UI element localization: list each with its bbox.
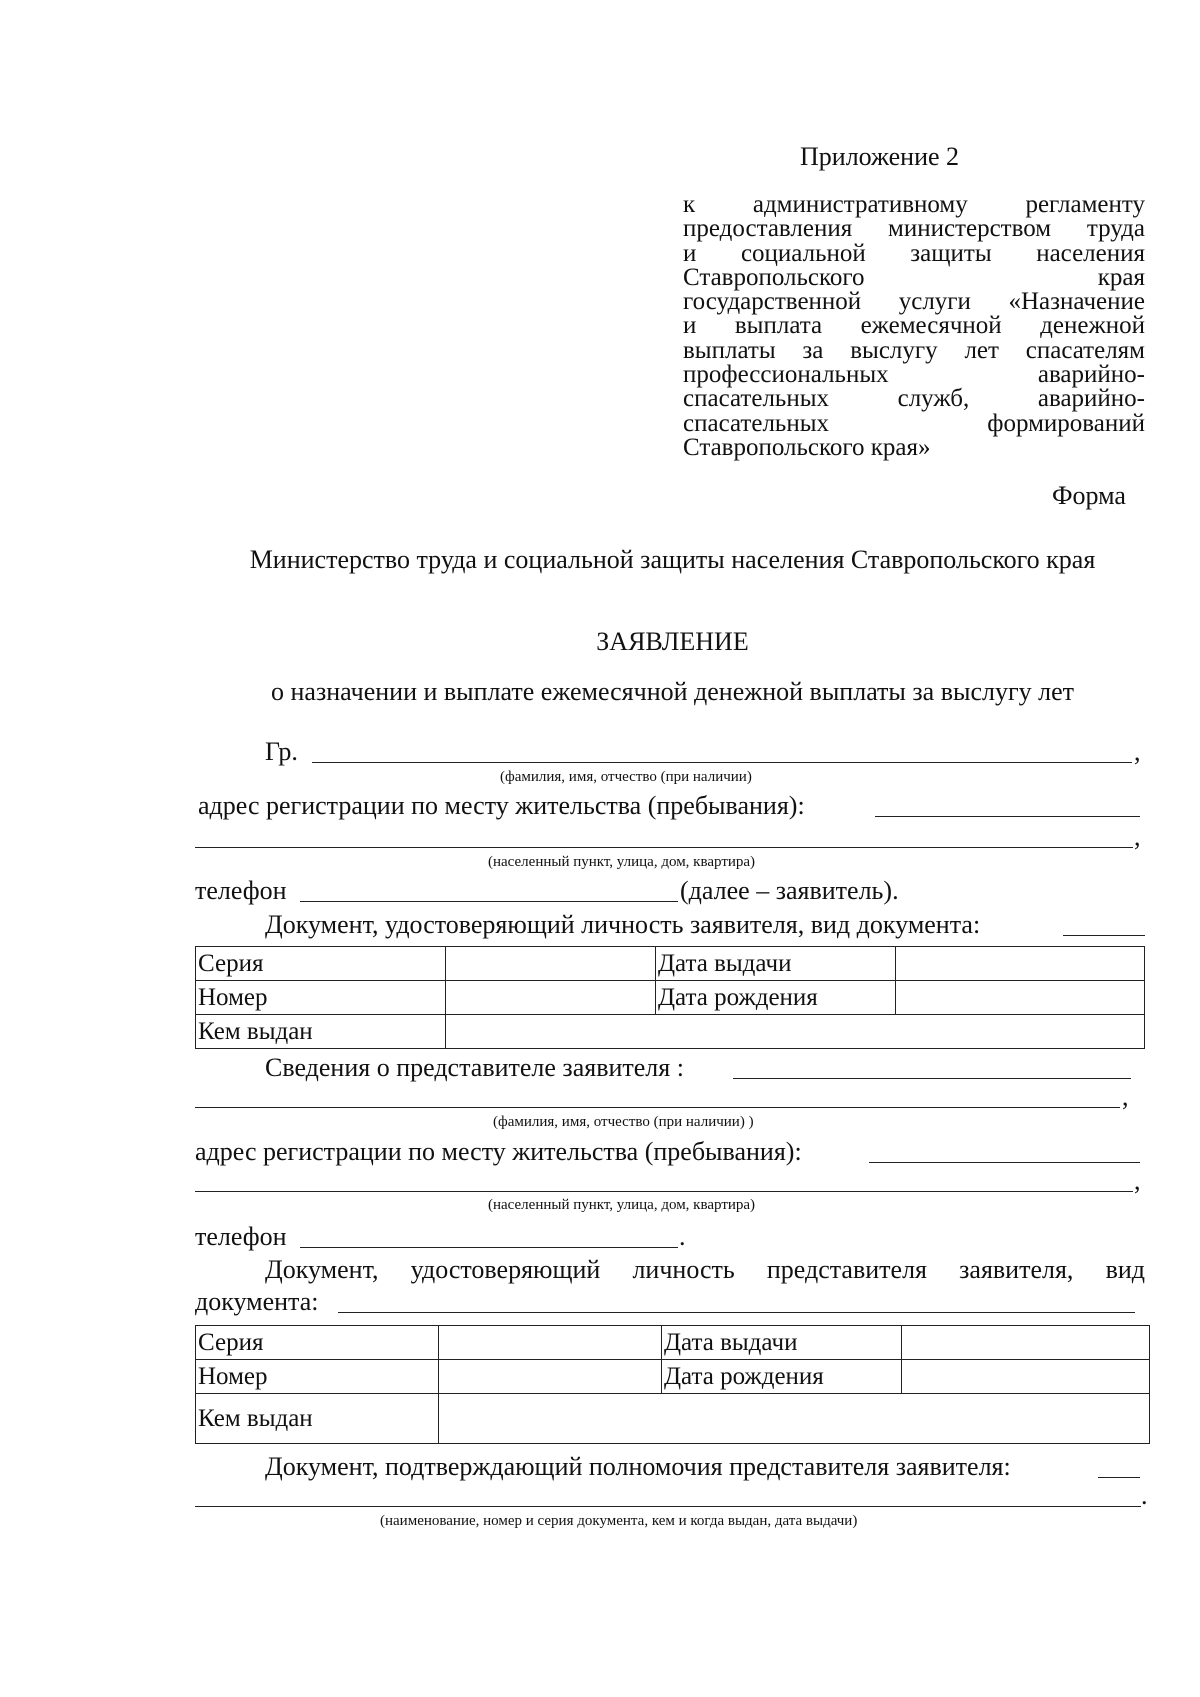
label-birth-date: Дата рождения (656, 981, 896, 1015)
appendix-title: Приложение 2 (800, 142, 960, 171)
representative-id-doc-field[interactable] (338, 1312, 1135, 1313)
value-number[interactable] (446, 981, 656, 1015)
label-issue-date: Дата выдачи (662, 1326, 902, 1360)
authority-doc-field[interactable] (1098, 1477, 1140, 1478)
appendix-line: спасательных служб, аварийно- (683, 385, 1145, 413)
comma: , (1134, 822, 1141, 851)
label-issued-by: Кем выдан (196, 1394, 439, 1444)
period: . (679, 1222, 686, 1251)
appendix-line: выплаты за выслугу лет спасателям (683, 336, 1145, 364)
representative-info-label: Сведения о представителе заявителя : (265, 1053, 684, 1082)
representative-phone-field[interactable] (300, 1247, 678, 1248)
applicant-phone-suffix: (далее – заявитель). (680, 876, 899, 905)
comma: , (1134, 737, 1141, 766)
representative-address-field[interactable] (869, 1162, 1140, 1163)
authority-doc-caption: (наименование, номер и серия документа, кем и когда выдан, дата выдачи) (380, 1513, 858, 1529)
applicant-address-label: адрес регистрации по месту жительства (пребывания): (198, 791, 805, 820)
representative-address-field-2[interactable] (195, 1191, 1133, 1192)
representative-name-field[interactable] (195, 1107, 1120, 1108)
label-series: Серия (196, 947, 446, 981)
applicant-id-table (195, 946, 1145, 1049)
representative-phone-label: телефон (195, 1222, 287, 1251)
applicant-address-field[interactable] (875, 816, 1140, 817)
applicant-id-doc-label: Документ, удостоверяющий личность заявителя, вид документа: (265, 910, 981, 939)
label-series: Серия (196, 1326, 439, 1360)
appendix-line: и социальной защиты населения (683, 239, 1145, 267)
label-issued-by: Кем выдан (196, 1015, 446, 1049)
value-series[interactable] (446, 947, 656, 981)
value-issued-by[interactable] (439, 1394, 1150, 1444)
applicant-name-field[interactable] (312, 762, 1132, 763)
value-issue-date[interactable] (902, 1326, 1150, 1360)
applicant-id-doc-field[interactable] (1063, 935, 1145, 936)
period: . (1141, 1481, 1148, 1510)
value-birth-date[interactable] (902, 1360, 1150, 1394)
document-subtitle: о назначении и выплате ежемесячной денежной выплаты за выслугу лет (270, 677, 1075, 706)
appendix-line: государственной услуги «Назначение (683, 288, 1145, 316)
ministry-name: Министерство труда и социальной защиты населения Ставропольского края (249, 545, 1096, 574)
representative-id-doc-label-2: документа: (195, 1287, 319, 1316)
comma: , (1122, 1082, 1129, 1111)
representative-name-caption: (фамилия, имя, отчество (при наличии) ) (493, 1114, 754, 1130)
representative-address-label: адрес регистрации по месту жительства (пребывания): (195, 1137, 802, 1166)
representative-id-doc-label: Документ, удостоверяющий личность представителя заявителя, вид (265, 1255, 1145, 1284)
comma: , (1134, 1166, 1141, 1195)
appendix-line: профессиональных аварийно- (683, 361, 1145, 389)
appendix-line: и выплата ежемесячной денежной (683, 312, 1145, 340)
label-issue-date: Дата выдачи (656, 947, 896, 981)
applicant-phone-field[interactable] (300, 901, 678, 902)
representative-info-field[interactable] (733, 1078, 1131, 1079)
label-number: Номер (196, 981, 446, 1015)
value-issue-date[interactable] (896, 947, 1145, 981)
appendix-line: Ставропольского края» (683, 433, 931, 461)
appendix-line: спасательных формирований (683, 409, 1145, 437)
form-label: Форма (1052, 481, 1126, 510)
representative-id-table (195, 1325, 1150, 1444)
appendix-text (683, 193, 1145, 460)
applicant-name-caption: (фамилия, имя, отчество (при наличии) (500, 769, 752, 785)
label-number: Номер (196, 1360, 439, 1394)
applicant-address-field-2[interactable] (195, 847, 1133, 848)
value-number[interactable] (439, 1360, 662, 1394)
representative-address-caption: (населенный пункт, улица, дом, квартира) (488, 1197, 756, 1213)
appendix-line: к административному регламенту (683, 191, 1145, 218)
applicant-phone-label: телефон (195, 876, 287, 905)
authority-doc-field-2[interactable] (195, 1506, 1141, 1507)
value-series[interactable] (439, 1326, 662, 1360)
applicant-address-caption: (населенный пункт, улица, дом, квартира) (488, 854, 756, 870)
appendix-line: Ставропольского края (683, 263, 1145, 291)
value-issued-by[interactable] (446, 1015, 1145, 1049)
value-birth-date[interactable] (896, 981, 1145, 1015)
appendix-line: предоставления министерством труда (683, 215, 1145, 243)
applicant-name-label: Гр. (265, 737, 298, 766)
document-title: ЗАЯВЛЕНИЕ (596, 627, 749, 656)
authority-doc-label: Документ, подтверждающий полномочия представителя заявителя: (265, 1452, 1011, 1481)
label-birth-date: Дата рождения (662, 1360, 902, 1394)
